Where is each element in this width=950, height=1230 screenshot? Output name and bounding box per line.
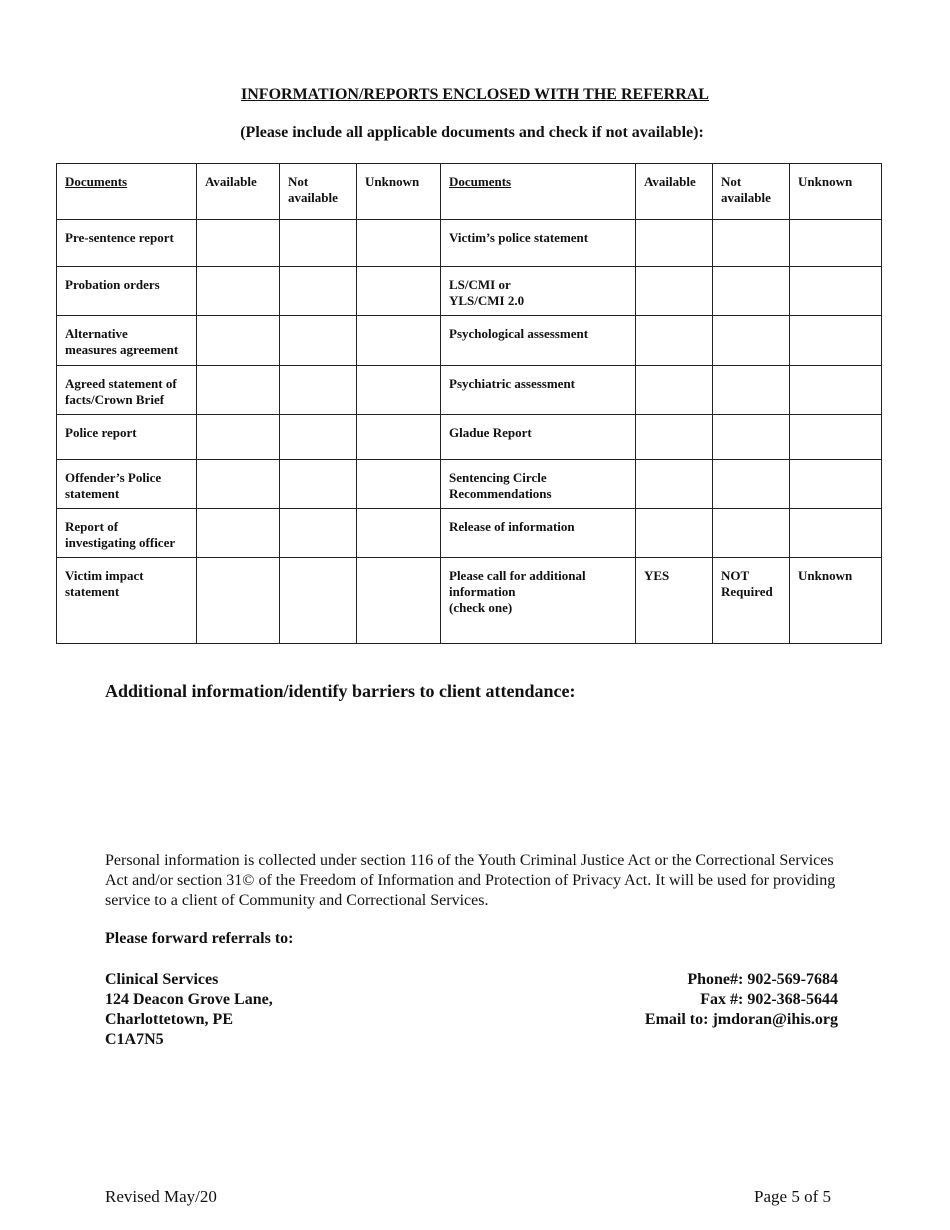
not-available-checkbox[interactable] bbox=[280, 316, 357, 366]
available-checkbox[interactable] bbox=[636, 415, 713, 460]
not-available-checkbox[interactable] bbox=[713, 509, 790, 558]
unknown-checkbox[interactable] bbox=[790, 509, 882, 558]
available-checkbox[interactable] bbox=[636, 460, 713, 509]
document-label: Agreed statement of facts/Crown Brief bbox=[57, 366, 197, 415]
unknown-checkbox[interactable] bbox=[357, 460, 441, 509]
available-checkbox[interactable] bbox=[636, 366, 713, 415]
address-block bbox=[105, 970, 273, 1050]
available-checkbox[interactable] bbox=[197, 366, 280, 415]
unknown-checkbox[interactable] bbox=[357, 316, 441, 366]
available-checkbox[interactable] bbox=[197, 267, 280, 316]
unknown-checkbox[interactable] bbox=[357, 220, 441, 267]
document-label: Sentencing Circle Recommendations bbox=[441, 460, 636, 509]
document-label: Probation orders bbox=[57, 267, 197, 316]
document-label: Psychiatric assessment bbox=[441, 366, 636, 415]
header-unknown-right: Unknown bbox=[790, 164, 882, 220]
document-label: Psychological assessment bbox=[441, 316, 636, 366]
available-checkbox[interactable] bbox=[197, 415, 280, 460]
header-documents-left: Documents bbox=[57, 164, 197, 220]
unknown-checkbox[interactable] bbox=[790, 415, 882, 460]
call-unknown-checkbox[interactable]: Unknown bbox=[790, 558, 882, 644]
unknown-checkbox[interactable] bbox=[357, 267, 441, 316]
document-subtitle: (Please include all applicable documents and check if not available): bbox=[240, 124, 704, 141]
available-checkbox[interactable] bbox=[636, 267, 713, 316]
documents-table bbox=[56, 163, 882, 644]
unknown-checkbox[interactable] bbox=[790, 220, 882, 267]
table-row bbox=[57, 316, 882, 366]
document-label: Alternative measures agreement bbox=[57, 316, 197, 366]
unknown-checkbox[interactable] bbox=[790, 460, 882, 509]
not-available-checkbox[interactable] bbox=[280, 267, 357, 316]
header-available-left: Available bbox=[197, 164, 280, 220]
header-not-available-right: Not available bbox=[713, 164, 790, 220]
table-row bbox=[57, 558, 882, 644]
not-available-checkbox[interactable] bbox=[713, 316, 790, 366]
not-available-checkbox[interactable] bbox=[280, 460, 357, 509]
not-available-checkbox[interactable] bbox=[713, 460, 790, 509]
available-checkbox[interactable] bbox=[197, 460, 280, 509]
document-label: Please call for additional information (check one) bbox=[441, 558, 636, 644]
address-line: Charlottetown, PE bbox=[105, 1011, 233, 1028]
email-address: Email to: jmdoran@ihis.org bbox=[644, 1011, 838, 1028]
unknown-checkbox[interactable] bbox=[790, 366, 882, 415]
not-available-checkbox[interactable] bbox=[713, 366, 790, 415]
revision-date: Revised May/20 bbox=[105, 1187, 217, 1206]
document-label: Victim’s police statement bbox=[441, 220, 636, 267]
available-checkbox[interactable] bbox=[197, 316, 280, 366]
table-row bbox=[57, 460, 882, 509]
unknown-checkbox[interactable] bbox=[357, 415, 441, 460]
table-header-row bbox=[57, 164, 882, 220]
available-checkbox[interactable] bbox=[636, 509, 713, 558]
unknown-checkbox[interactable] bbox=[357, 509, 441, 558]
document-label: Offender’s Police statement bbox=[57, 460, 197, 509]
header-documents-right: Documents bbox=[441, 164, 636, 220]
phone-number: Phone#: 902-569-7684 bbox=[687, 971, 838, 988]
header-unknown-left: Unknown bbox=[357, 164, 441, 220]
document-label: Report of investigating officer bbox=[57, 509, 197, 558]
not-available-checkbox[interactable] bbox=[280, 366, 357, 415]
not-available-checkbox[interactable] bbox=[713, 415, 790, 460]
document-label: LS/CMI or YLS/CMI 2.0 bbox=[441, 267, 636, 316]
address-line: C1A7N5 bbox=[105, 1031, 164, 1048]
table-row bbox=[57, 267, 882, 316]
page-number: Page 5 of 5 bbox=[754, 1187, 831, 1206]
additional-info-heading: Additional information/identify barriers to client attendance: bbox=[105, 681, 576, 701]
not-available-checkbox[interactable] bbox=[280, 558, 357, 644]
document-label: Police report bbox=[57, 415, 197, 460]
document-title: INFORMATION/REPORTS ENCLOSED WITH THE REFERRAL bbox=[241, 86, 709, 103]
forward-heading: Please forward referrals to: bbox=[105, 930, 294, 947]
unknown-checkbox[interactable] bbox=[790, 316, 882, 366]
available-checkbox[interactable] bbox=[636, 220, 713, 267]
available-checkbox[interactable] bbox=[197, 509, 280, 558]
document-label: Release of information bbox=[441, 509, 636, 558]
address-line: Clinical Services bbox=[105, 971, 219, 988]
document-label: Victim impact statement bbox=[57, 558, 197, 644]
available-checkbox[interactable] bbox=[636, 316, 713, 366]
not-available-checkbox[interactable] bbox=[280, 415, 357, 460]
address-line: 124 Deacon Grove Lane, bbox=[105, 991, 273, 1008]
available-checkbox[interactable] bbox=[197, 558, 280, 644]
document-label: Pre-sentence report bbox=[57, 220, 197, 267]
contact-block bbox=[645, 970, 838, 1030]
call-yes-checkbox[interactable]: YES bbox=[636, 558, 713, 644]
fax-number: Fax #: 902-368-5644 bbox=[700, 991, 838, 1008]
available-checkbox[interactable] bbox=[197, 220, 280, 267]
privacy-notice: Personal information is collected under section 116 of the Youth Criminal Justice Act or the Correctional Services Act and/or section 31© of the Freedom of Information and Protection of Privacy Act. It will be used for providing service to a client of Community and Correctional Services. bbox=[105, 852, 836, 909]
unknown-checkbox[interactable] bbox=[790, 267, 882, 316]
document-label: Gladue Report bbox=[441, 415, 636, 460]
table-row bbox=[57, 366, 882, 415]
unknown-checkbox[interactable] bbox=[357, 558, 441, 644]
unknown-checkbox[interactable] bbox=[357, 366, 441, 415]
header-not-available-left: Not available bbox=[280, 164, 357, 220]
header-available-right: Available bbox=[636, 164, 713, 220]
not-available-checkbox[interactable] bbox=[280, 509, 357, 558]
not-available-checkbox[interactable] bbox=[280, 220, 357, 267]
table-row bbox=[57, 415, 882, 460]
call-not-required-checkbox[interactable]: NOT Required bbox=[713, 558, 790, 644]
not-available-checkbox[interactable] bbox=[713, 220, 790, 267]
not-available-checkbox[interactable] bbox=[713, 267, 790, 316]
table-row bbox=[57, 220, 882, 267]
table-row bbox=[57, 509, 882, 558]
